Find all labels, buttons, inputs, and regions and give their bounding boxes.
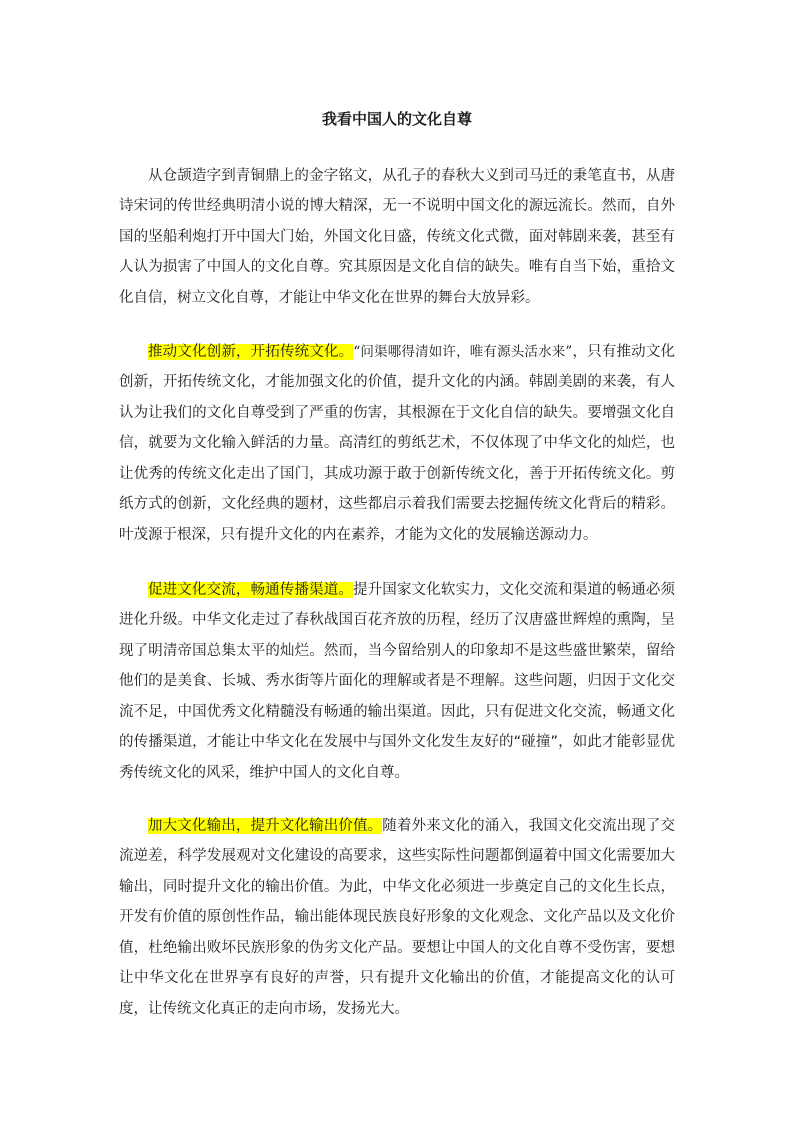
paragraph-text: ，只有推动文化创新，开拓传统文化，才能加强文化的价值，提升文化的内涵。韩剧美剧的来袭，有人认为让我们的文化自尊受到了严重的伤害，其根源在于文化自信的缺失。要增强文化自信，就要为文化输入鲜活的力量。高清红的剪纸艺术，不仅体现了中华文化的灿烂，也让优秀的传统文化走出了国门，其成功源于敢于创新传统文化，善于开拓传统文化。剪纸方式的创新，文化经典的题材，这些都启示着我们需要去挖掘传统文化背后的精彩。叶茂源于根深，只有提升文化的内在素养，才能为文化的发展输送源动力。 xyxy=(119,343,675,543)
poem-quote: “问渠哪得清如许，唯有源头活水来” xyxy=(353,343,573,360)
paragraph-intro xyxy=(119,161,675,314)
paragraph-text: 提升国家文化软实力，文化交流和渠道的畅通必须进化升级。中华文化走过了春秋战国百花齐放的历程，经历了汉唐盛世辉煌的熏陶，呈现了明清帝国总集太平的灿烂。然而，当今留给别人的印象却不是这些盛世繁荣，留给他们的是美食、长城、秀水街等片面化的理解或者是不理解。这些问题，归因于文化交流不足，中国优秀文化精髓没有畅通的输出渠道。因此，只有促进文化交流，畅通文化的传播渠道，才能让中华文化在发展中与国外文化发生友好的“碰撞”，如此才能彰显优秀传统文化的风采，维护中国人的文化自尊。 xyxy=(119,581,675,781)
paragraph-text: 从仓颉造字到青铜鼎上的金字铭文，从孔子的春秋大义到司马迁的秉笔直书，从唐诗宋词的传世经典明清小说的博大精深，无一不说明中国文化的源远流长。然而，自外国的坚船利炮打开中国大门始，外国文化日盛，传统文化式微，面对韩剧来袭，甚至有人认为损害了中国人的文化自尊。究其原因是文化自信的缺失。唯有自当下始，重拾文化自信，树立文化自尊，才能让中华文化在世界的舞台大放异彩。 xyxy=(119,167,675,306)
page-title: 我看中国人的文化自尊 xyxy=(321,110,472,128)
highlighted-thesis: 加大文化输出，提升文化输出价值。 xyxy=(148,817,383,834)
paragraph-innovation xyxy=(119,337,675,551)
highlighted-thesis: 推动文化创新，开拓传统文化。 xyxy=(148,343,354,360)
paragraph-text: 随着外来文化的涌入，我国文化交流出现了交流逆差，科学发展观对文化建设的高要求，这些实际性问题都倒逼着中国文化需要加大输出，同时提升文化的输出价值。为此，中华文化必须进一步奠定自己的文化生长点，开发有价值的原创性作品，输出能体现民族良好形象的文化观念、文化产品以及文化价值，杜绝输出败坏民族形象的伪劣文化产品。要想让中国人的文化自尊不受伤害，要想让中华文化在世界享有良好的声誉，只有提升文化输出的价值，才能提高文化的认可度，让传统文化真正的走向市场，发扬光大。 xyxy=(119,817,676,1017)
paragraph-exchange xyxy=(119,575,675,789)
highlighted-thesis: 促进文化交流，畅通传播渠道。 xyxy=(148,581,353,598)
paragraph-output xyxy=(119,811,675,1025)
